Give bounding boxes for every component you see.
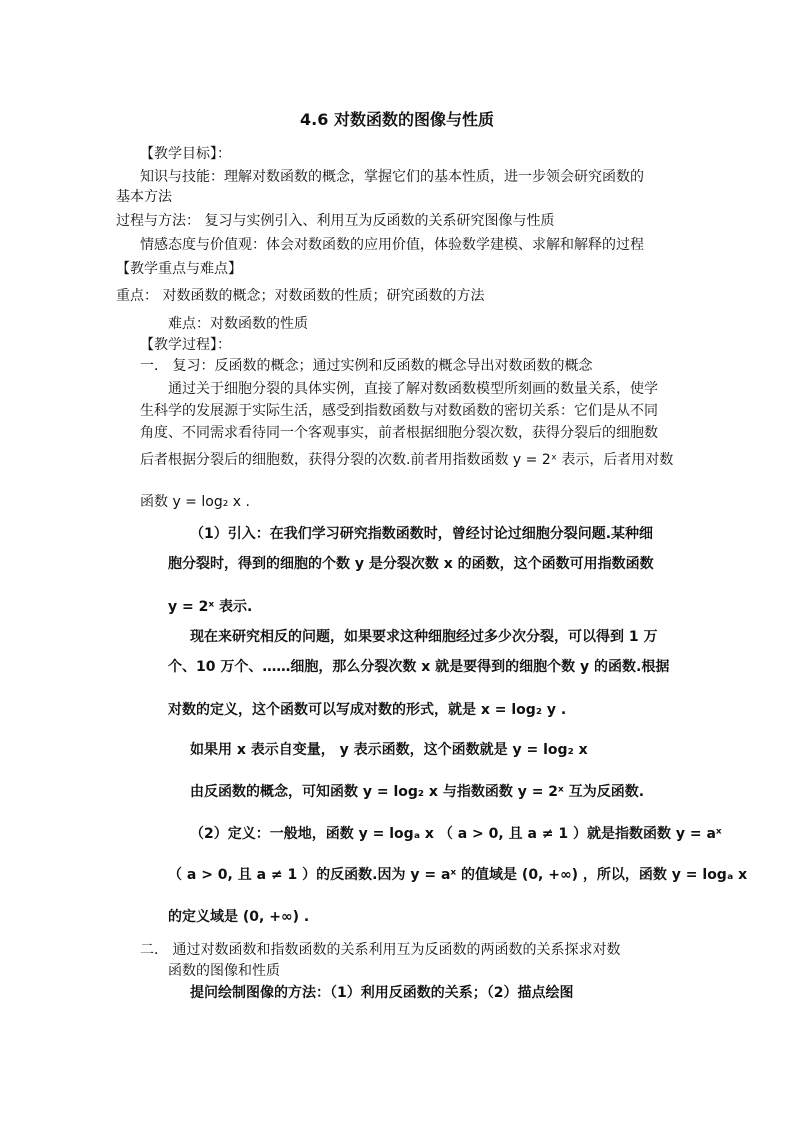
intro-line: 胞分裂时，得到的细胞的个数 y 是分裂次数 x 的函数，这个函数可用指数函数: [168, 556, 654, 572]
process-step-1: 一． 复习：反函数的概念；通过实例和反函数的概念导出对数函数的概念: [140, 358, 593, 374]
paragraph-line: 提问绘制图像的方法：（1）利用反函数的关系；（2）描点绘图: [190, 985, 574, 1001]
key-point: 重点： 对数函数的概念；对数函数的性质；研究函数的方法: [116, 288, 485, 304]
paragraph-line: 函数 y = log₂ x .: [140, 494, 250, 510]
intro-line: y = 2ˣ 表示.: [168, 599, 253, 615]
definition-line: 的定义域是 (0, +∞) .: [168, 909, 310, 925]
paragraph-line: 角度、不同需求看待同一个客观事实，前者根据细胞分裂次数，获得分裂后的细胞数: [140, 425, 658, 441]
intro-line: 个、10 万个、……细胞，那么分裂次数 x 就是要得到的细胞个数 y 的函数.根据: [168, 659, 670, 675]
section-heading-goals: 【教学目标】：: [140, 146, 231, 162]
paragraph-line: 函数的图像和性质: [168, 963, 280, 979]
definition-line: （ a > 0, 且 a ≠ 1 ）的反函数.因为 y = aˣ 的值域是 (0, +∞) ，所以，函数 y = logₐ x: [168, 867, 748, 883]
intro-line: （1）引入：在我们学习研究指数函数时，曾经讨论过细胞分裂问题.某种细: [190, 526, 654, 542]
intro-line: 对数的定义，这个函数可以写成对数的形式，就是 x = log₂ y .: [168, 702, 567, 718]
paragraph-line: 后者根据分裂后的细胞数，获得分裂的次数.前者用指数函数 y = 2ˣ 表示，后者用对数: [140, 452, 674, 468]
goal-knowledge-line-2: 基本方法: [116, 189, 172, 205]
goal-process: 过程与方法： 复习与实例引入、利用互为反函数的关系研究图像与性质: [116, 213, 555, 229]
paragraph-line: 通过关于细胞分裂的具体实例，直接了解对数函数模型所刻画的数量关系，使学: [168, 381, 658, 397]
difficult-point: 难点：对数函数的性质: [168, 316, 308, 332]
process-step-2: 二． 通过对数函数和指数函数的关系利用互为反函数的两函数的关系探求对数: [140, 942, 621, 958]
intro-line: 如果用 x 表示自变量， y 表示函数，这个函数就是 y = log₂ x: [190, 742, 588, 758]
section-heading-key-points: 【教学重点与难点】: [116, 261, 242, 277]
definition-line: （2）定义：一般地，函数 y = logₐ x （ a > 0, 且 a ≠ 1 ）就是指数函数 y = aˣ: [190, 826, 722, 842]
section-heading-process: 【教学过程】：: [140, 337, 231, 353]
goal-attitude: 情感态度与价值观：体会对数函数的应用价值，体验数学建模、求解和解释的过程: [140, 237, 644, 253]
intro-line: 由反函数的概念，可知函数 y = log₂ x 与指数函数 y = 2ˣ 互为反函数.: [190, 784, 645, 800]
paragraph-line: 生科学的发展源于实际生活，感受到指数函数与对数函数的密切关系：它们是从不同: [140, 403, 658, 419]
intro-line: 现在来研究相反的问题，如果要求这种细胞经过多少次分裂，可以得到 1 万: [190, 629, 658, 645]
page-title: 4.6 对数函数的图像与性质: [300, 110, 494, 129]
goal-knowledge-line-1: 知识与技能：理解对数函数的概念，掌握它们的基本性质，进一步领会研究函数的: [140, 169, 644, 185]
